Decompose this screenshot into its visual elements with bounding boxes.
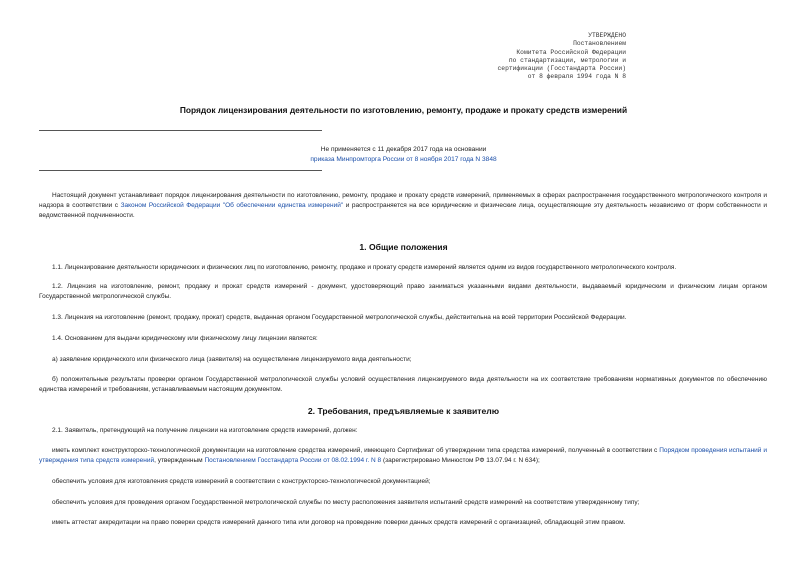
approval-line: Комитета Российской Федерации (516, 48, 626, 56)
paragraph-1-4-a: а) заявление юридического или физического лица (заявителя) на осуществление лицензируемого вида деятельности; (52, 356, 412, 363)
paragraph-1-4-b: б) положительные результаты проверки органом Государственной метрологической службы условий осуществления лицензируемого вида деятельности на их соответствие требованиям нормативных документов по обеспечению единства измерений и требованиям, устанавливаемым настоящим документом. (39, 376, 767, 394)
notice-line: Не применяется с 11 декабря 2017 года на основании (320, 146, 487, 153)
intro-paragraph (39, 191, 767, 222)
notice-link-line (0, 155, 807, 164)
paragraph-condition-1: обеспечить условия для изготовления средств измерений в соответствии с конструкторско-технологической документацией; (52, 478, 431, 485)
document-title: Порядок лицензирования деятельности по изготовлению, ремонту, продаже и прокату средств измерений (179, 105, 628, 115)
section-2-heading: 2. Требования, предъявляемые к заявителю (307, 406, 500, 416)
approval-line: от 8 февраля 1994 года N 8 (527, 73, 626, 81)
paragraph-2-1: 2.1. Заявитель, претендующий на получение лицензии на изготовление средств измерений, должен: (52, 427, 358, 434)
intro-text: Настоящий документ устанавливает порядок лицензирования деятельности по изготовлению, ремонту, продаже и прокату средств измерений, применяемых в сферах распространения государственного метрологического контроля и надзора в соответствии с (39, 192, 767, 210)
paragraph-1-1: 1.1. Лицензирование деятельности юридических и физических лиц по изготовлению, ремонту, продаже и прокату средств измерений является одним из видов государственного метрологического контроля. (52, 264, 677, 271)
approval-stamp (480, 32, 626, 82)
paragraph-attestation: иметь аттестат аккредитации на право поверки средств измерений данного типа или договор на проведение поверки данных средств измерений с организацией, обладающей этим правом. (52, 519, 626, 526)
documentation-text: иметь комплект конструкторско-технологической документации на изготовление средства измерений, имеющего Сертификат об утверждении типа средства измерений, полученный в соответствии с (52, 447, 660, 454)
paragraph-condition-2: обеспечить условия для проведения органом Государственной метрологической службы по месту расположения заявителя испытаний средств измерений на соответствие утвержденному типу; (52, 499, 640, 506)
section-1-heading: 1. Общие положения (359, 242, 448, 252)
paragraph-documentation (39, 446, 767, 466)
paragraph-1-2: 1.2. Лицензия на изготовление, ремонт, продажу и прокат средств измерений - документ, удостоверяющий право заниматься указанными видами деятельности, выдаваемый юридическим и физическим лицам органом Государственной метрологической службы. (39, 283, 767, 301)
approval-line: УТВЕРЖДЕНО (588, 32, 626, 39)
documentation-text-end: (зарегистрировано Минюстом РФ 13.07.94 г. N 634); (381, 457, 540, 465)
paragraph-1-4: 1.4. Основанием для выдачи юридическому или физическому лицу лицензии является: (52, 335, 318, 342)
documentation-text-mid: , утвержденным (154, 457, 205, 465)
paragraph-1-3: 1.3. Лицензия на изготовление (ремонт, продажу, прокат) средств, выданная органом Государственной метрологической службы, действительна на всей территории Российской Федерации. (52, 314, 627, 321)
approval-line: Постановлением (573, 40, 626, 48)
law-link[interactable]: Законом Российской Федерации "Об обеспечении единства измерений" (120, 202, 344, 210)
procedure-link[interactable]: Порядком проведения испытаний и утверждения типа средств измерений (39, 447, 767, 465)
order-link[interactable]: приказа Минпромторга России от 8 ноября 2017 года N 3848 (310, 156, 497, 163)
approval-line: по стандартизации, метрологии и (508, 56, 626, 64)
intro-text-end: и распространяется на все юридические и физические лица, осуществляющие эту деятельность независимо от форм собственности и ведомственной подчиненности. (39, 202, 767, 220)
approval-line: сертификации (Госстандарта России) (497, 65, 626, 73)
resolution-link[interactable]: Постановлением Госстандарта России от 08.02.1994 г. N 8 (204, 457, 382, 465)
divider-top (39, 130, 322, 131)
divider-bottom (39, 170, 322, 171)
